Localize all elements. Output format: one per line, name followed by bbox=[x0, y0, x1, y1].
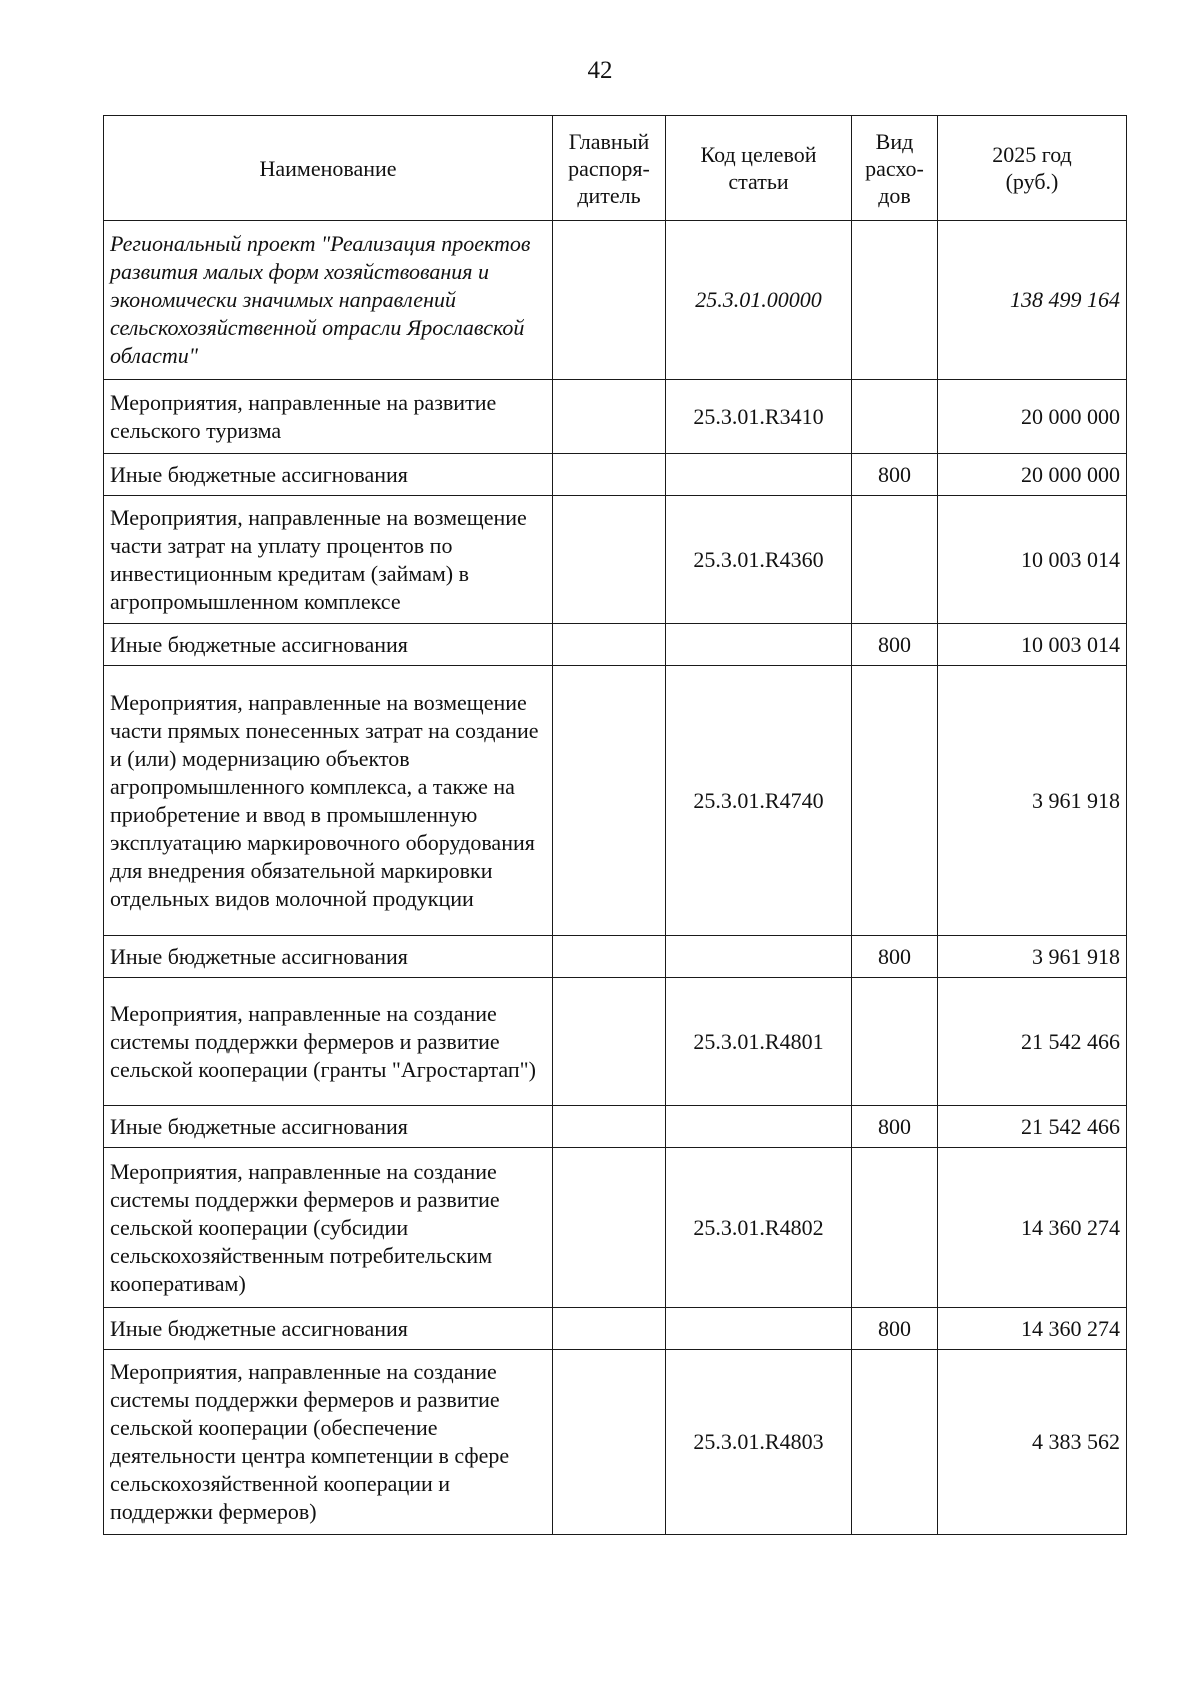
cell-amount: 21 542 466 bbox=[938, 1106, 1127, 1148]
cell-amount: 138 499 164 bbox=[938, 221, 1127, 380]
cell-amount: 20 000 000 bbox=[938, 380, 1127, 454]
cell-target-code: 25.3.01.R4360 bbox=[666, 496, 852, 624]
table-row bbox=[104, 666, 1127, 936]
cell-amount: 21 542 466 bbox=[938, 978, 1127, 1106]
header-target-code: Код целевой статьи bbox=[666, 116, 852, 221]
table-row bbox=[104, 221, 1127, 380]
cell-expense-type bbox=[852, 666, 938, 936]
cell-amount: 3 961 918 bbox=[938, 936, 1127, 978]
cell-name: Иные бюджетные ассигнования bbox=[104, 936, 553, 978]
cell-chief-manager bbox=[553, 978, 666, 1106]
cell-name: Иные бюджетные ассигнования bbox=[104, 1308, 553, 1350]
cell-chief-manager bbox=[553, 624, 666, 666]
cell-expense-type bbox=[852, 978, 938, 1106]
table-row bbox=[104, 1106, 1127, 1148]
table-row bbox=[104, 496, 1127, 624]
cell-target-code: 25.3.01.R3410 bbox=[666, 380, 852, 454]
table-row bbox=[104, 1148, 1127, 1308]
table-row bbox=[104, 936, 1127, 978]
table-body bbox=[104, 221, 1127, 1535]
table-row bbox=[104, 1308, 1127, 1350]
cell-name: Иные бюджетные ассигнования bbox=[104, 454, 553, 496]
cell-expense-type: 800 bbox=[852, 624, 938, 666]
cell-chief-manager bbox=[553, 666, 666, 936]
cell-amount: 14 360 274 bbox=[938, 1148, 1127, 1308]
cell-name: Региональный проект "Реализация проектов развития малых форм хозяйствования и экономически значимых направлений сельскохозяйственной отрасли Ярославской области" bbox=[104, 221, 553, 380]
cell-chief-manager bbox=[553, 1308, 666, 1350]
cell-target-code bbox=[666, 454, 852, 496]
cell-amount: 14 360 274 bbox=[938, 1308, 1127, 1350]
table-row bbox=[104, 380, 1127, 454]
cell-chief-manager bbox=[553, 454, 666, 496]
cell-chief-manager bbox=[553, 380, 666, 454]
cell-target-code bbox=[666, 1106, 852, 1148]
cell-expense-type: 800 bbox=[852, 1308, 938, 1350]
cell-chief-manager bbox=[553, 221, 666, 380]
cell-expense-type: 800 bbox=[852, 936, 938, 978]
cell-target-code bbox=[666, 936, 852, 978]
cell-chief-manager bbox=[553, 1106, 666, 1148]
cell-amount: 3 961 918 bbox=[938, 666, 1127, 936]
cell-name: Мероприятия, направленные на развитие сельского туризма bbox=[104, 380, 553, 454]
cell-target-code: 25.3.01.R4802 bbox=[666, 1148, 852, 1308]
header-name: Наименование bbox=[104, 116, 553, 221]
cell-name: Мероприятия, направленные на возмещение части прямых понесенных затрат на создание и (или) модернизацию объектов агропромышленного комплекса, а также на приобретение и ввод в промышленную эксплуатацию маркировочного оборудования для внедрения обязательной маркировки отдельных видов молочной продукции bbox=[104, 666, 553, 936]
cell-target-code: 25.3.01.R4740 bbox=[666, 666, 852, 936]
cell-target-code: 25.3.01.00000 bbox=[666, 221, 852, 380]
cell-target-code: 25.3.01.R4803 bbox=[666, 1350, 852, 1535]
header-expense-type: Вид расхо- дов bbox=[852, 116, 938, 221]
cell-name: Мероприятия, направленные на возмещение части затрат на уплату процентов по инвестиционным кредитам (займам) в агропромышленном комплексе bbox=[104, 496, 553, 624]
cell-expense-type bbox=[852, 221, 938, 380]
header-amount-2025: 2025 год (руб.) bbox=[938, 116, 1127, 221]
budget-table bbox=[103, 115, 1127, 1535]
table-header-row bbox=[104, 116, 1127, 221]
cell-name: Мероприятия, направленные на создание системы поддержки фермеров и развитие сельской кооперации (субсидии сельскохозяйственным потребительским кооперативам) bbox=[104, 1148, 553, 1308]
cell-amount: 20 000 000 bbox=[938, 454, 1127, 496]
page-number: 42 bbox=[587, 57, 613, 84]
cell-chief-manager bbox=[553, 1350, 666, 1535]
cell-chief-manager bbox=[553, 936, 666, 978]
table-row bbox=[104, 624, 1127, 666]
cell-name: Мероприятия, направленные на создание системы поддержки фермеров и развитие сельской кооперации (обеспечение деятельности центра компетенции в сфере сельскохозяйственной кооперации и поддержки фермеров) bbox=[104, 1350, 553, 1535]
cell-name: Иные бюджетные ассигнования bbox=[104, 1106, 553, 1148]
cell-amount: 4 383 562 bbox=[938, 1350, 1127, 1535]
cell-expense-type bbox=[852, 380, 938, 454]
cell-name: Мероприятия, направленные на создание системы поддержки фермеров и развитие сельской кооперации (гранты "Агростартап") bbox=[104, 978, 553, 1106]
cell-target-code bbox=[666, 624, 852, 666]
table-row bbox=[104, 454, 1127, 496]
cell-target-code: 25.3.01.R4801 bbox=[666, 978, 852, 1106]
cell-amount: 10 003 014 bbox=[938, 624, 1127, 666]
cell-chief-manager bbox=[553, 1148, 666, 1308]
header-chief-manager: Главный распоря- дитель bbox=[553, 116, 666, 221]
cell-expense-type bbox=[852, 496, 938, 624]
table-row bbox=[104, 1350, 1127, 1535]
cell-expense-type bbox=[852, 1350, 938, 1535]
cell-expense-type: 800 bbox=[852, 454, 938, 496]
cell-name: Иные бюджетные ассигнования bbox=[104, 624, 553, 666]
cell-expense-type bbox=[852, 1148, 938, 1308]
cell-chief-manager bbox=[553, 496, 666, 624]
cell-amount: 10 003 014 bbox=[938, 496, 1127, 624]
cell-target-code bbox=[666, 1308, 852, 1350]
table-row bbox=[104, 978, 1127, 1106]
cell-expense-type: 800 bbox=[852, 1106, 938, 1148]
